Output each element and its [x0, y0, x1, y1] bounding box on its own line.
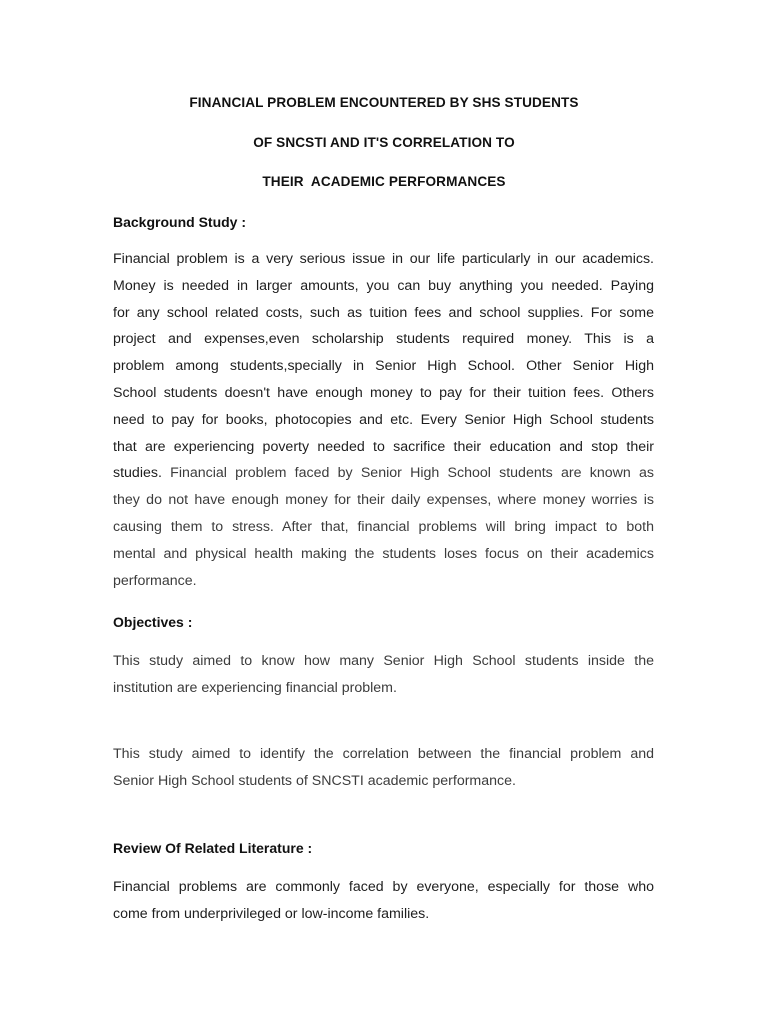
review-heading: Review Of Related Literature : [113, 840, 313, 856]
objectives-heading: Objectives : [113, 614, 193, 630]
text-line: for any school related costs, such as tuition fees and school supplies. For some [113, 304, 654, 321]
text-line: This study aimed to know how many Senior High School students inside the [113, 653, 654, 669]
objectives-paragraph-2 [113, 741, 654, 795]
text-line: come from underprivileged or low-income families. [113, 905, 430, 922]
title-line-3: THEIR ACADEMIC PERFORMANCES [262, 174, 506, 189]
text-line: they do not have enough money for their daily expenses, where money worries is [113, 492, 654, 509]
background-paragraph [113, 246, 654, 594]
title-line-1: FINANCIAL PROBLEM ENCOUNTERED BY SHS STUDENTS [189, 95, 579, 110]
text-line: School students doesn't have enough money to pay for their tuition fees. Others [113, 384, 654, 401]
objectives-paragraph-1 [113, 648, 654, 702]
text-line: This study aimed to identify the correlation between the financial problem and [113, 746, 654, 762]
text-line: performance. [113, 572, 197, 589]
text-line: that are experiencing poverty needed to sacrifice their education and stop their [113, 438, 654, 455]
text-segment: Financial problem faced by Senior High School students are known as [161, 465, 654, 482]
text-segment: studies. [113, 465, 162, 482]
review-paragraph [113, 874, 654, 928]
text-line: project and expenses,even scholarship students required money. This is a [113, 331, 654, 348]
text-line: Financial problem is a very serious issue in our life particularly in our academics. [113, 251, 654, 267]
text-line: Senior High School students of SNCSTI academic performance. [113, 772, 516, 789]
text-line: Money is needed in larger amounts, you can buy anything you needed. Paying [113, 277, 654, 294]
text-line: mental and physical health making the students loses focus on their academics [113, 545, 654, 562]
text-line: institution are experiencing financial problem. [113, 679, 397, 696]
text-line: Financial problems are commonly faced by everyone, especially for those who [113, 879, 654, 895]
title-line-2: OF SNCSTI AND IT'S CORRELATION TO [253, 135, 515, 150]
text-line-mixed [113, 460, 654, 487]
background-study-heading: Background Study : [113, 214, 247, 230]
text-line: need to pay for books, photocopies and etc. Every Senior High School students [113, 411, 654, 428]
text-line: causing them to stress. After that, financial problems will bring impact to both [113, 518, 654, 535]
text-line: problem among students,specially in Senior High School. Other Senior High [113, 358, 654, 375]
